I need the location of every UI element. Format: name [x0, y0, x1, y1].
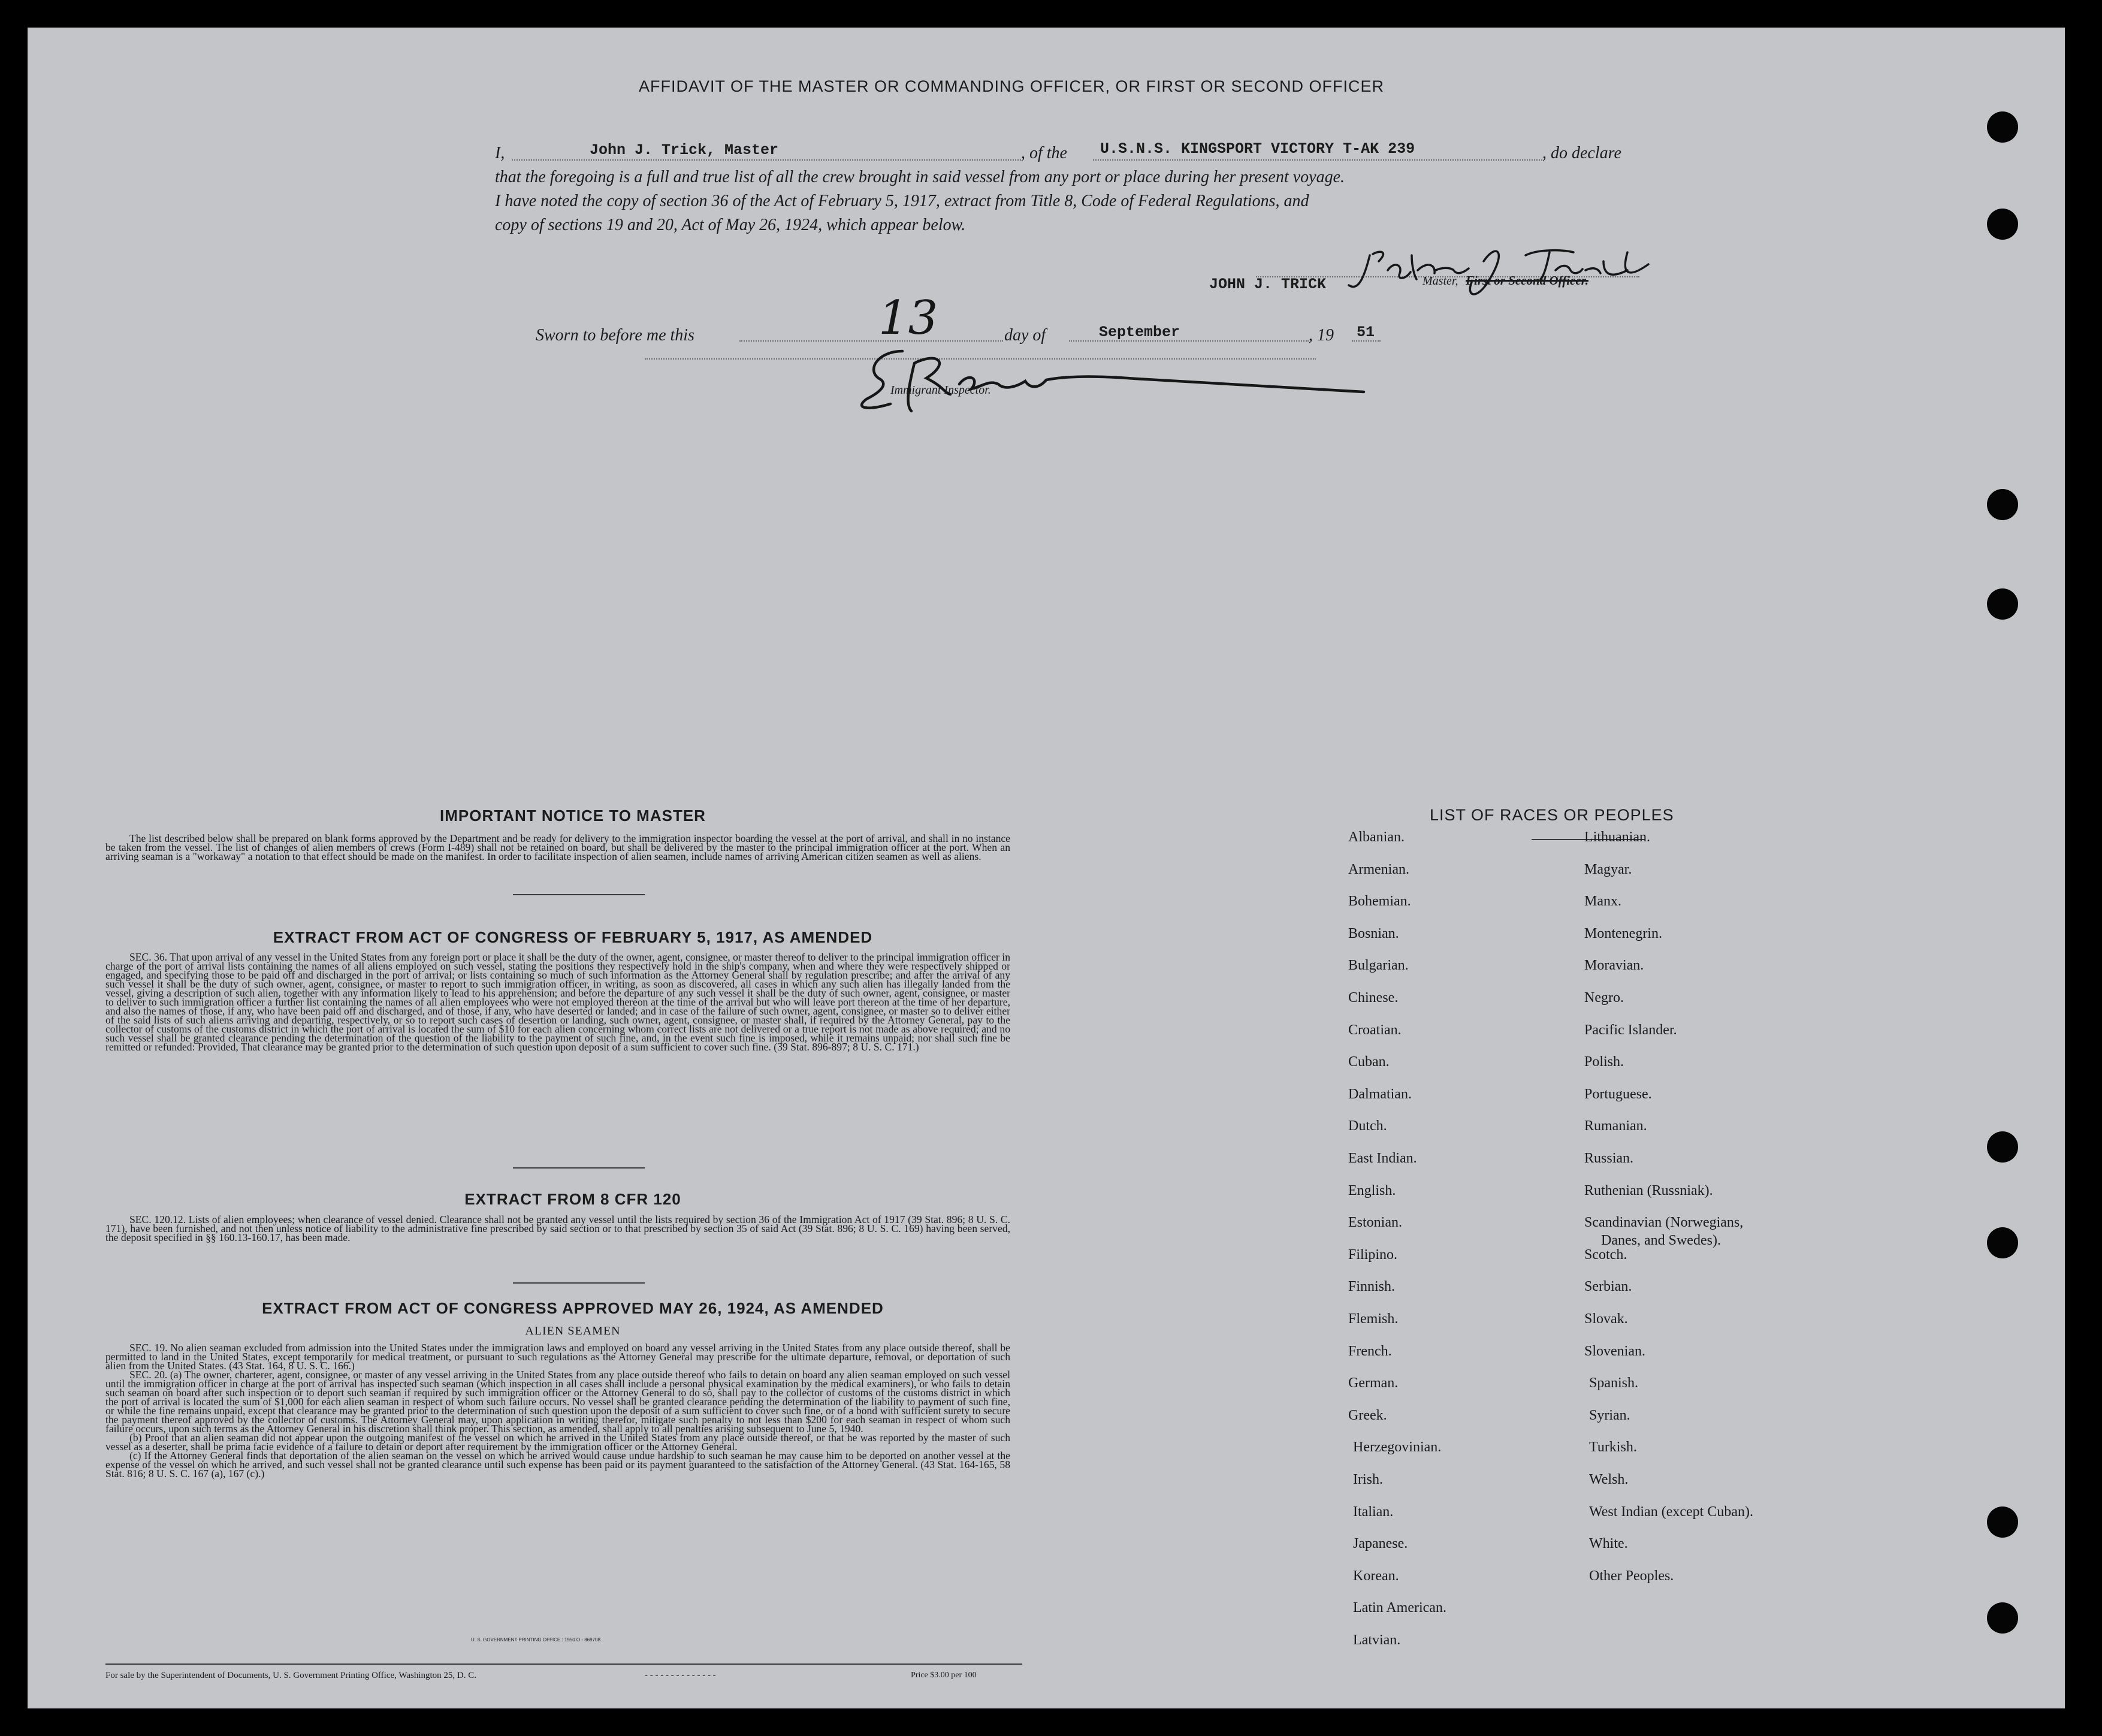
day-of-label: day of — [1004, 326, 1046, 345]
extract-cfr-text — [105, 1215, 1010, 1242]
inspector-label: Immigrant Inspector. — [890, 384, 991, 397]
day-number: 13 — [878, 291, 938, 345]
race-item: Japanese. — [1353, 1536, 1408, 1552]
footer-dashes: - - - - - - - - - - - - - - — [645, 1671, 716, 1680]
race-item: Cuban. — [1348, 1054, 1390, 1070]
race-item: Latvian. — [1353, 1632, 1401, 1648]
extract-1917-title: EXTRACT FROM ACT OF CONGRESS OF FEBRUARY 5, 1917, AS AMENDED — [273, 928, 873, 946]
race-item: Croatian. — [1348, 1022, 1402, 1038]
race-item: Bosnian. — [1348, 925, 1399, 941]
inspector-signature — [854, 327, 1382, 417]
race-item: Other Peoples. — [1589, 1568, 1674, 1584]
extract-1917-text — [105, 953, 1010, 1052]
race-item: Flemish. — [1348, 1311, 1399, 1327]
section-divider — [513, 1167, 645, 1169]
race-item: Manx. — [1584, 893, 1621, 910]
typed-master-name: JOHN J. TRICK — [1209, 276, 1327, 293]
race-item: West Indian (except Cuban). — [1589, 1503, 1753, 1520]
race-item: Negro. — [1584, 990, 1624, 1006]
vessel-name: U.S.N.S. KINGSPORT VICTORY T-AK 239 — [1100, 140, 1415, 158]
declaration-line-4: copy of sections 19 and 20, Act of May 26, 1924, which appear below. — [495, 216, 966, 234]
race-item: Portuguese. — [1584, 1086, 1652, 1102]
master-signature — [1346, 237, 1657, 303]
race-item: Slovak. — [1584, 1311, 1628, 1327]
sec-20b-paragraph: (b) Proof that an alien seaman did not appear upon the outgoing manifest of the vessel on which he arrived in the United States from any place outside thereof, or that he was reported by the master of such vessel as a deserter, shall be prima facie evidence of a failure to detain or deport after requirement by the immigration officer or the Attorney General. — [105, 1432, 1010, 1453]
declaration-line-3: I have noted the copy of section 36 of the Act of February 5, 1917, extract from Title 8, Code of Federal Regulations, and — [495, 192, 1309, 210]
race-item: Lithuanian. — [1584, 829, 1650, 845]
affidavit-title: AFFIDAVIT OF THE MASTER OR COMMANDING OFFICER, OR FIRST OR SECOND OFFICER — [639, 77, 1385, 95]
race-item: French. — [1348, 1343, 1392, 1359]
sec-19-paragraph: SEC. 19. No alien seaman excluded from admission into the United States under the immigration laws and employed on board any vessel arriving in the United States from any place outside thereof, shall be permitted to land in the United States, except temporarily for medical treatment, or pursuant to such regulations as the Attorney General may prescribe for the ultimate departure, removal, or deportation of such alien from the United States. (43 Stat. 164, 8 U. S. C. 166.) — [105, 1342, 1010, 1372]
race-item: Herzegovinian. — [1353, 1439, 1442, 1456]
printing-office-imprint: U. S. GOVERNMENT PRINTING OFFICE : 1950 O - 869708 — [471, 1637, 600, 1643]
struck-officer-text: First or Second Officer. — [1466, 273, 1588, 288]
form-sheet — [28, 28, 2065, 1708]
race-item: German. — [1348, 1375, 1399, 1391]
of-the-label: , of the — [1021, 144, 1067, 162]
race-item: Albanian. — [1348, 829, 1405, 845]
race-item: Magyar. — [1584, 861, 1632, 877]
punch-hole — [1987, 1602, 2018, 1634]
race-item: Estonian. — [1348, 1215, 1402, 1231]
race-item: Korean. — [1353, 1568, 1399, 1584]
month-value: September — [1099, 324, 1180, 341]
year-value: 51 — [1357, 324, 1375, 341]
extract-1917-paragraph: SEC. 36. That upon arrival of any vessel in the United States from any foreign port or place it shall be the duty of the owner, agent, consignee, or master thereof to deliver to the principal immigration officer in charge of the port of arrival lists containing the names of all aliens employed on such vessel, stating the positions they respectively hold in the ship's company, when and where they were respectively shipped or engaged, and specifying those to be paid off and discharged in the port of arrival; or lists containing so much of such information as the Attorney General shall by regulation prescribe; and after the arrival of any such vessel it shall be the duty of such owner, agent, consignee, or master to report to such immigration officer, in writing, as soon as discovered, all cases in which any such alien has illegally landed from the vessel, giving a description of such alien, together with any information likely to lead to his apprehension; and before the departure of any such vessel it shall be the duty of such owner, agent, consignee, or master to deliver to such immigration officer a further list containing the names of all alien employees who were not employed thereon at the time of the arrival but who will leave port thereon at the time of her departure, and also the names of those, if any, who have been paid off and discharged, and of those, if any, who have deserted or landed; and in case of the failure of such owner, agent, consignee, or master so to deliver either of the said lists of such aliens arriving and departing, respectively, or so to report such cases of desertion or landing, such owner, agent, consignee, or master shall, if required by the Attorney General, pay to the collector of customs of the customs district in which the port of arrival is located the sum of $10 for each alien concerning whom correct lists are not delivered or a true report is not made as above required; and no such vessel shall be granted clearance pending the determination of the question of the liability to the payment of such fine, and, in the event such fine is imposed, while it remains unpaid; nor shall such fine be remitted or refunded: Provided, That clearance may be granted prior to the determination of such question upon deposit of a sum sufficient to cover such fine. (39 Stat. 896-897; 8 U. S. C. 171.) — [105, 951, 1010, 1053]
race-item: Latin American. — [1353, 1600, 1446, 1616]
race-item: Russian. — [1584, 1151, 1634, 1166]
race-item: White. — [1589, 1536, 1628, 1552]
race-item: English. — [1348, 1182, 1396, 1198]
race-item: Montenegrin. — [1584, 925, 1662, 941]
race-item: Moravian. — [1584, 958, 1644, 974]
race-item: Serbian. — [1584, 1279, 1632, 1295]
race-item: Welsh. — [1589, 1472, 1629, 1487]
race-item: Spanish. — [1589, 1375, 1639, 1391]
race-item: Danes, and Swedes). — [1601, 1233, 1721, 1249]
notice-paragraph: The list described below shall be prepared on blank forms approved by the Department and be ready for delivery to the immigration inspector boarding the vessel at the port of arrival, and shall in no instance be taken from the vessel. The list of changes of alien members of crews (Form I-489) shall not be retained on board, but shall be delivered by the master to the principal immigration officer at the port. When an arriving seaman is a "workaway" a notation to that effect should be made on the manifest. In order to facilitate inspection of alien seamen, include names of arriving American citizen seamen as well as aliens. — [105, 832, 1010, 862]
declarant-line — [512, 159, 1021, 161]
sec-20a-paragraph: SEC. 20. (a) The owner, charterer, agent, consignee, or master of any vessel arriving in the United States from any place outside thereof who fails to detain on board any alien seaman employed on such vessel until the immigration officer in charge at the port of arrival has inspected such seaman (which inspection in all cases shall include a personal physical examination by the medical examiners), or who fails to detain such seaman on board after such inspection or to deport such seaman if required by such immigration officer or the Attorney General to do so, shall pay to the collector of customs of the customs district in which the port of arrival is located the sum of $1,000 for each alien seaman in respect of whom such failure occurs. No vessel shall be granted clearance pending the determination of the liability to payment of such fine, or while the fine remains unpaid, except that clearance may be granted prior to the determination of such question upon the deposit of a sum sufficient to cover such fine, or of a bond with sufficient surety to secure the payment thereof approved by the collector of customs. The Attorney General may, upon application in writing therefor, mitigate such penalty to not less than $200 for each seaman in respect of whom such failure occurs, upon such terms as the Attorney General in his discretion shall think proper. This section, as amended, shall apply to all penalties arising subsequent to June 5, 1940. — [105, 1369, 1010, 1435]
extract-cfr-title: EXTRACT FROM 8 CFR 120 — [464, 1190, 681, 1208]
race-item: Chinese. — [1348, 990, 1399, 1006]
section-divider — [513, 894, 645, 895]
race-item: Italian. — [1353, 1503, 1394, 1520]
races-title: LIST OF RACES OR PEOPLES — [1430, 806, 1674, 824]
price-text: Price $3.00 per 100 — [911, 1671, 977, 1680]
punch-hole — [1987, 1506, 2018, 1538]
race-item: Turkish. — [1589, 1439, 1637, 1456]
race-item: East Indian. — [1348, 1151, 1417, 1166]
race-item: Irish. — [1353, 1472, 1383, 1487]
race-item: Polish. — [1584, 1054, 1624, 1070]
extract-cfr-paragraph: SEC. 120.12. Lists of alien employees; when clearance of vessel denied. Clearance shall not be granted any vessel until the lists required by section 36 of the Immigration Act of 1917 (39 Stat. 896; 8 U. S. C. 171), have been furnished, and not then unless notice of liability to the administrative fine prescribed by said section or to that prescribed by section 35 of said Act (39 Stat. 896; 8 U. S. C. 169) having been served, the deposit specified in §§ 160.13-160.17, has been made. — [105, 1213, 1010, 1243]
race-item: Scotch. — [1584, 1246, 1627, 1263]
punch-hole — [1987, 489, 2018, 520]
footer-rule — [105, 1663, 1022, 1665]
for-sale-text: For sale by the Superintendent of Documents, U. S. Government Printing Office, Washington 25, D. C. — [105, 1671, 476, 1680]
race-item: Ruthenian (Russniak). — [1584, 1182, 1713, 1198]
race-item: Finnish. — [1348, 1279, 1396, 1295]
master-label: Master, — [1423, 274, 1458, 288]
race-item: Slovenian. — [1584, 1343, 1645, 1359]
punch-hole — [1987, 209, 2018, 240]
race-item: Dutch. — [1348, 1118, 1387, 1134]
section-divider — [513, 1282, 645, 1284]
race-item: Dalmatian. — [1348, 1086, 1412, 1102]
punch-hole — [1987, 588, 2018, 620]
punch-hole — [1987, 111, 2018, 143]
race-item: Armenian. — [1348, 861, 1409, 877]
race-item: Rumanian. — [1584, 1118, 1647, 1134]
punch-hole — [1987, 1227, 2018, 1258]
vessel-line — [1093, 159, 1542, 161]
sworn-label: Sworn to before me this — [536, 326, 694, 345]
extract-1924-title: EXTRACT FROM ACT OF CONGRESS APPROVED MAY 26, 1924, AS AMENDED — [262, 1299, 884, 1317]
sec-20c-paragraph: (c) If the Attorney General finds that deportation of the alien seaman on the vessel on which he arrived would cause undue hardship to such seaman he may cause him to be deported on another vessel at the expense of the vessel on which he arrived, and such vessel shall not be granted clearance until such expense has been paid or its payment guaranteed to the satisfaction of the Attorney General. (43 Stat. 164-165, 58 Stat. 816; 8 U. S. C. 167 (a), 167 (c).) — [105, 1450, 1010, 1480]
do-declare-label: , do declare — [1542, 144, 1621, 162]
punch-hole — [1987, 1131, 2018, 1163]
race-item: Pacific Islander. — [1584, 1022, 1677, 1038]
extract-1924-subtitle: ALIEN SEAMEN — [525, 1324, 621, 1338]
notice-text — [105, 834, 1010, 861]
race-item: Syrian. — [1589, 1407, 1630, 1423]
race-item: Scandinavian (Norwegians, — [1584, 1215, 1744, 1231]
race-item: Filipino. — [1348, 1246, 1398, 1263]
race-item: Greek. — [1348, 1407, 1387, 1423]
notice-title: IMPORTANT NOTICE TO MASTER — [440, 807, 706, 825]
race-item: Bulgarian. — [1348, 958, 1409, 974]
declaration-i-label: I, — [495, 144, 505, 162]
declarant-name: John J. Trick, Master — [590, 141, 779, 159]
extract-1924-text — [105, 1343, 1010, 1478]
declaration-line-2: that the foregoing is a full and true list of all the crew brought in said vessel from any port or place during her present voyage. — [495, 168, 1345, 186]
race-item: Bohemian. — [1348, 893, 1411, 910]
year-prefix: , 19 — [1309, 326, 1334, 345]
